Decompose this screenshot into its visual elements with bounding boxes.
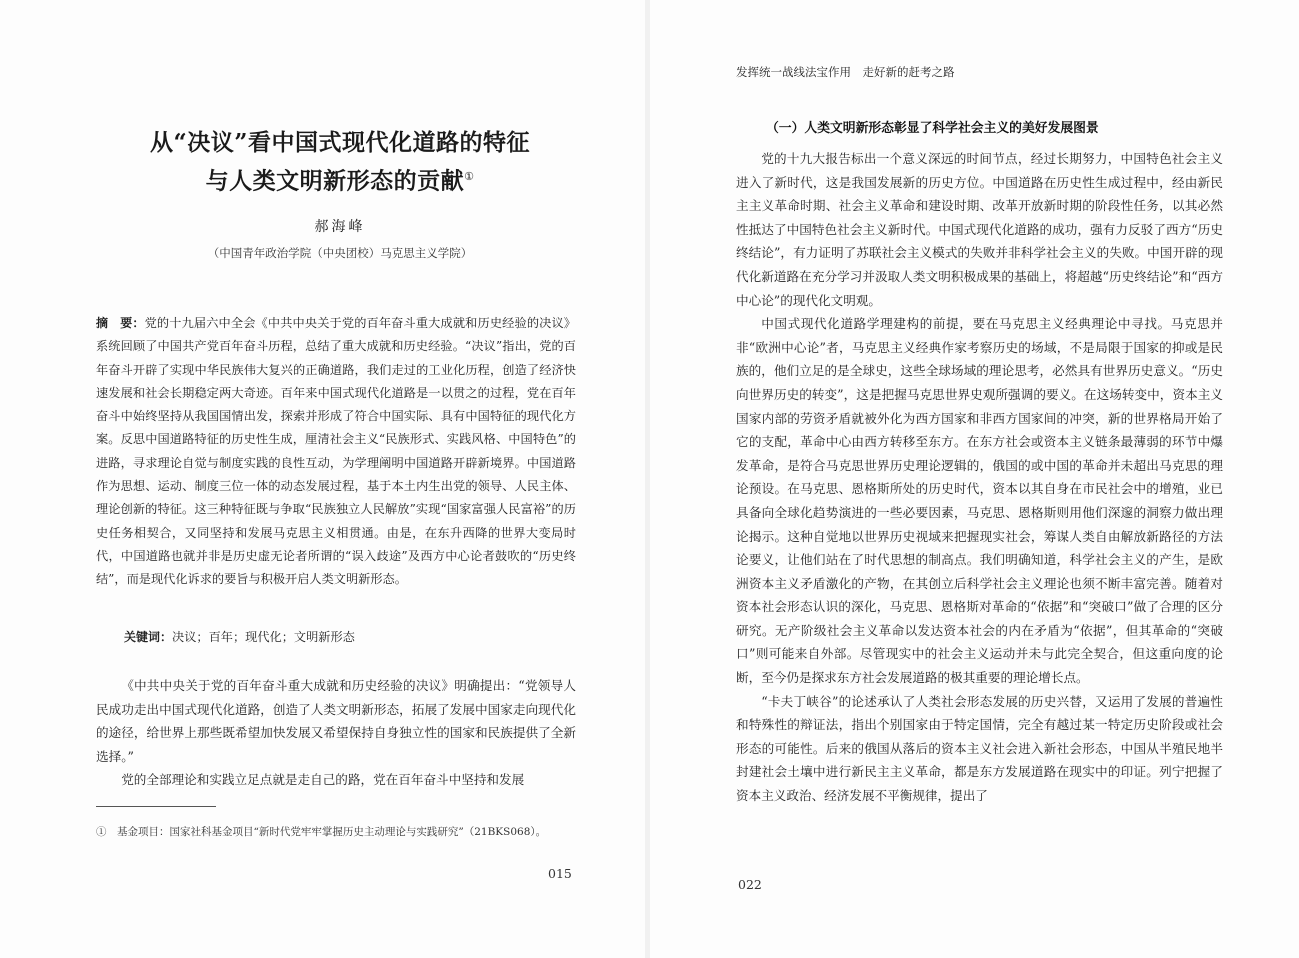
title-line-2: 与人类文明新形态的贡献① [205,167,475,195]
running-header: 发挥统一战线法宝作用 走好新的赶考之路 [736,65,955,79]
section-heading: （一）人类文明新形态彰显了科学社会主义的美好发展图景 [766,121,1099,136]
footnote-marker: ① [464,170,475,183]
author-affiliation: （中国青年政治学院（中央团校）马克思主义学院） [207,246,473,260]
page-number: 015 [548,866,572,881]
paragraph: 党的全部理论和实践立足点就是走自己的路，党在百年奋斗中坚持和发展 [121,772,525,787]
title-line-1: 从“决议”看中国式现代化道路的特征 [150,129,530,156]
left-body-text [96,674,576,792]
author-name: 郝海峰 [314,219,366,235]
page-number: 022 [738,877,762,892]
keywords-label: 关键词： [124,630,173,644]
paragraph: “卡夫丁峡谷”的论述承认了人类社会形态发展的历史兴替，又运用了发展的普遍性和特殊性的辩证法，指出个别国家由于特定国情，完全有越过某一特定历史阶段或社会形态的可能性。后来的俄国从落后的资本主义社会进入新社会形态，中国从半殖民地半封建社会土壤中进行新民主主义革命，都是东方发展道路在现实中的印证。列宁把握了资本主义政治、经济发展不平衡规律，提出了 [736,693,1223,804]
footnote: ① 基金项目：国家社科基金项目“新时代党牢牢掌握历史主动理论与实践研究”（21BKS068）。 [96,826,547,838]
paragraph: 中国式现代化道路学理建构的前提，要在马克思主义经典理论中寻找。马克思并非“欧洲中心论”者，马克思主义经典作家考察历史的场域，不是局限于国家的抑或是民族的，他们立足的是全球史，这些全球场域的理论思考，必然具有世界历史意义。“历史向世界历史的转变”，这是把握马克思世界史观所强调的要义。在这场转变中，资本主义国家内部的劳资矛盾就被外化为西方国家和非西方国家间的冲突，新的世界格局开始了它的支配，革命中心由西方转移至东方。在东方社会或资本主义链条最薄弱的环节中爆发革命，是符合马克思世界历史理论逻辑的，俄国的或中国的革命并未超出马克思的理论预设。在马克思、恩格斯所处的历史时代，资本以其自身在市民社会中的增殖，业已具备向全球化趋势演进的一些必要因素，马克思、恩格斯则用他们深邃的洞察力做出理论揭示。这种自觉地以世界历史视域来把握现实社会，筹谋人类自由解放新路径的方法论要义，让他们站在了时代思想的制高点。我们明确知道，科学社会主义的产生，是欧洲资本主义矛盾激化的产物，在其创立后科学社会主义理论也须不断丰富完善。随着对资本社会形态认识的深化，马克思、恩格斯对革命的“依据”和“突破口”做了合理的区分研究。无产阶级社会主义革命以发达资本社会的内在矛盾为“依据”，但其革命的“突破口”则可能来自外部。尽管现实中的社会主义运动并未与此完全契合，但这重向度的论断，至今仍是探求东方社会发展道路的极其重要的理论增长点。 [736,316,1223,686]
abstract-label: 摘 要： [96,316,145,330]
right-page [650,0,1299,958]
right-body-text [736,147,1223,808]
keywords [124,628,355,645]
paragraph: 《中共中央关于党的百年奋斗重大成就和历史经验的决议》明确提出：“党领导人民成功走出中国式现代化道路，创造了人类文明新形态，拓展了发展中国家走向现代化的途径，给世界上那些既希望加快发展又希望保持自身独立性的国家和民族提供了全新选择。” [96,678,576,764]
keywords-text: 决议；百年；现代化；文明新形态 [172,630,355,644]
abstract-text: 党的十九届六中全会《中共中央关于党的百年奋斗重大成就和历史经验的决议》系统回顾了中国共产党百年奋斗历程，总结了重大成就和历史经验。“决议”指出，党的百年奋斗开辟了实现中华民族伟大复兴的正确道路，我们走过的工业化历程，创造了经济快速发展和社会长期稳定两大奇迹。百年来中国式现代化道路是一以贯之的过程，党在百年奋斗中始终坚持从我国国情出发，探索并形成了符合中国实际、具有中国特征的现代化方案。反思中国道路特征的历史性生成，厘清社会主义“民族形式、实践风格、中国特色”的进路，寻求理论自觉与制度实践的良性互动，为学理阐明中国道路开辟新境界。中国道路作为思想、运动、制度三位一体的动态发展过程，基于本土内生出党的领导、人民主体、理论创新的特征。这三种特征既与争取“民族独立人民解放”实现“国家富强人民富裕”的历史任务相契合，又同坚持和发展马克思主义相贯通。由是，在东升西降的世界大变局时代，中国道路也就并非是历史虚无论者所谓的“误入歧途”及西方中心论者鼓吹的“历史终结”，而是现代化诉求的要旨与积极开启人类文明新形态。 [96,316,576,587]
abstract [96,312,576,592]
paragraph: 党的十九大报告标出一个意义深远的时间节点，经过长期努力，中国特色社会主义进入了新时代，这是我国发展新的历史方位。中国道路在历史性生成过程中，经由新民主主义革命时期、社会主义革命和建设时期、改革开放新时期的阶段性任务，以其必然性抵达了中国特色社会主义新时代。中国式现代化道路的成功，强有力反驳了西方“历史终结论”，有力证明了苏联社会主义模式的失败并非科学社会主义的失败。中国开辟的现代化新道路在充分学习并汲取人类文明积极成果的基础上，将超越“历史终结论”和“西方中心论”的现代化文明观。 [736,151,1223,308]
article-title [60,126,620,199]
left-page [0,0,645,958]
footnote-divider [96,806,216,807]
